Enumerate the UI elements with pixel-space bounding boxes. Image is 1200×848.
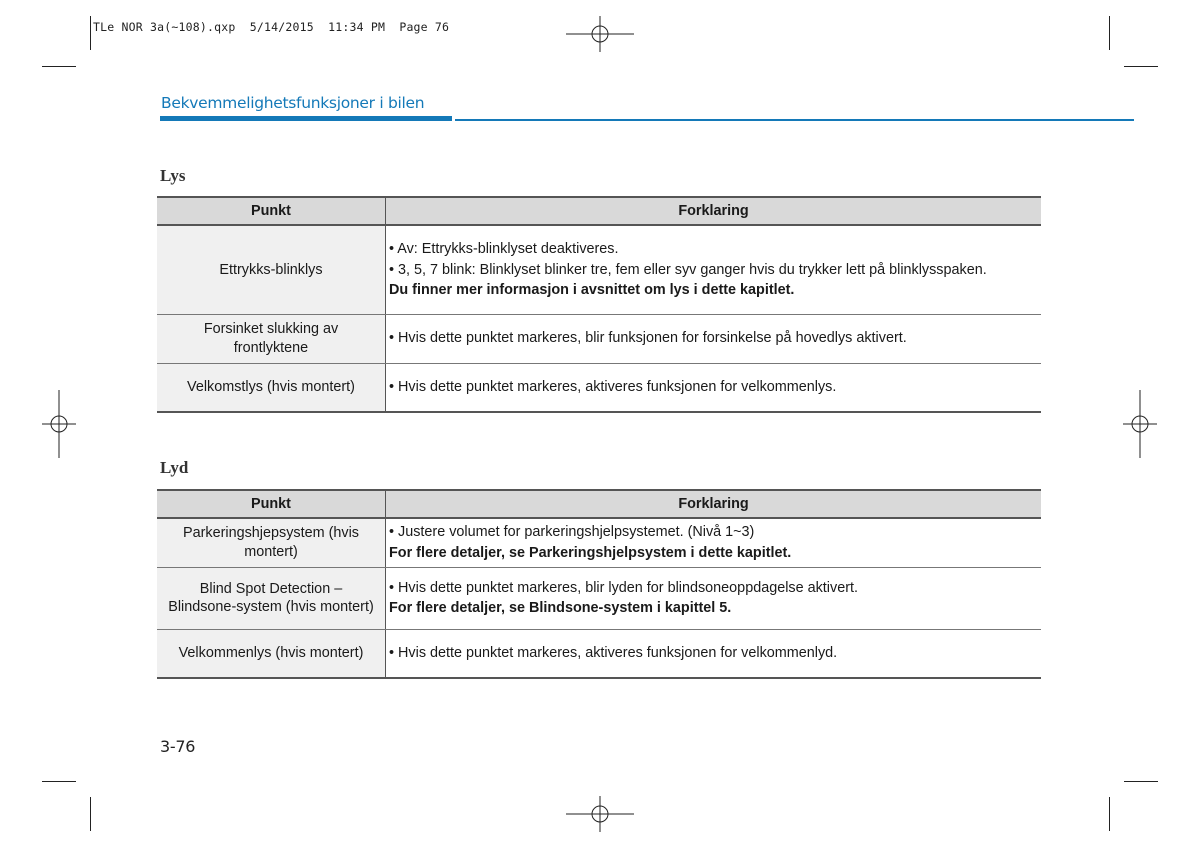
explanation-cell <box>386 225 1042 314</box>
explanation-line: • 3, 5, 7 blink: Blinklyset blinker tre, fem eller syv ganger hvis du trykker lett på blinklysspaken. <box>389 261 987 278</box>
table-row <box>157 314 1041 363</box>
registration-mark-right <box>1123 390 1157 458</box>
item-cell: Ettrykks-blinklys <box>157 225 386 314</box>
table-row <box>157 363 1041 412</box>
chapter-header: Bekvemmelighetsfunksjoner i bilen <box>161 94 425 112</box>
table-lyd <box>157 489 1041 679</box>
explanation-line: • Hvis dette punktet markeres, blir lyden for blindsoneoppdagelse aktivert. <box>389 579 858 596</box>
explanation-line: • Hvis dette punktet markeres, aktiveres funksjonen for velkommenlyd. <box>389 645 838 661</box>
table-row <box>157 225 1041 314</box>
page-number: 3-76 <box>160 737 196 756</box>
registration-mark-top <box>566 16 634 52</box>
column-header-forklaring: Forklaring <box>386 490 1042 518</box>
explanation-cell <box>386 314 1042 363</box>
section-title-lys: Lys <box>160 166 186 185</box>
print-slug: TLe NOR 3a(~108).qxp 5/14/2015 11:34 PM Page 76 <box>93 20 450 34</box>
table-header-row <box>157 197 1041 225</box>
item-cell: Blind Spot Detection – Blindsone-system (hvis montert) <box>157 567 386 629</box>
header-bar <box>160 116 452 121</box>
section-title-lyd: Lyd <box>160 458 189 477</box>
column-header-punkt: Punkt <box>157 197 386 225</box>
explanation-note: Du finner mer informasjon i avsnittet om lys i dette kapitlet. <box>389 282 795 298</box>
column-header-forklaring: Forklaring <box>386 197 1042 225</box>
registration-mark-left <box>42 390 76 458</box>
column-header-punkt: Punkt <box>157 490 386 518</box>
table-row <box>157 567 1041 629</box>
explanation-line: • Av: Ettrykks-blinklyset deaktiveres. <box>389 241 619 257</box>
table-row <box>157 629 1041 678</box>
explanation-note: For flere detaljer, se Blindsone-system i kapittel 5. <box>389 600 732 616</box>
header-rule <box>455 119 1134 121</box>
explanation-cell <box>386 567 1042 629</box>
registration-mark-bottom <box>566 796 634 832</box>
item-cell: Forsinket slukking av frontlyktene <box>157 314 386 363</box>
item-cell: Velkommenlys (hvis montert) <box>157 629 386 678</box>
item-cell: Parkeringshjepsystem (hvis montert) <box>157 518 386 567</box>
table-row <box>157 518 1041 567</box>
explanation-line: • Hvis dette punktet markeres, aktiveres funksjonen for velkommenlys. <box>389 379 837 395</box>
explanation-line: • Hvis dette punktet markeres, blir funksjonen for forsinkelse på hovedlys aktivert. <box>389 330 907 347</box>
explanation-cell <box>386 363 1042 412</box>
explanation-line: • Justere volumet for parkeringshjelpsystemet. (Nivå 1~3) <box>389 524 755 541</box>
table-header-row <box>157 490 1041 518</box>
explanation-cell <box>386 629 1042 678</box>
explanation-note: For flere detaljer, se Parkeringshjelpsystem i dette kapitlet. <box>389 544 792 561</box>
item-cell: Velkomstlys (hvis montert) <box>157 363 386 412</box>
explanation-cell <box>386 518 1042 567</box>
table-lys <box>157 196 1041 413</box>
